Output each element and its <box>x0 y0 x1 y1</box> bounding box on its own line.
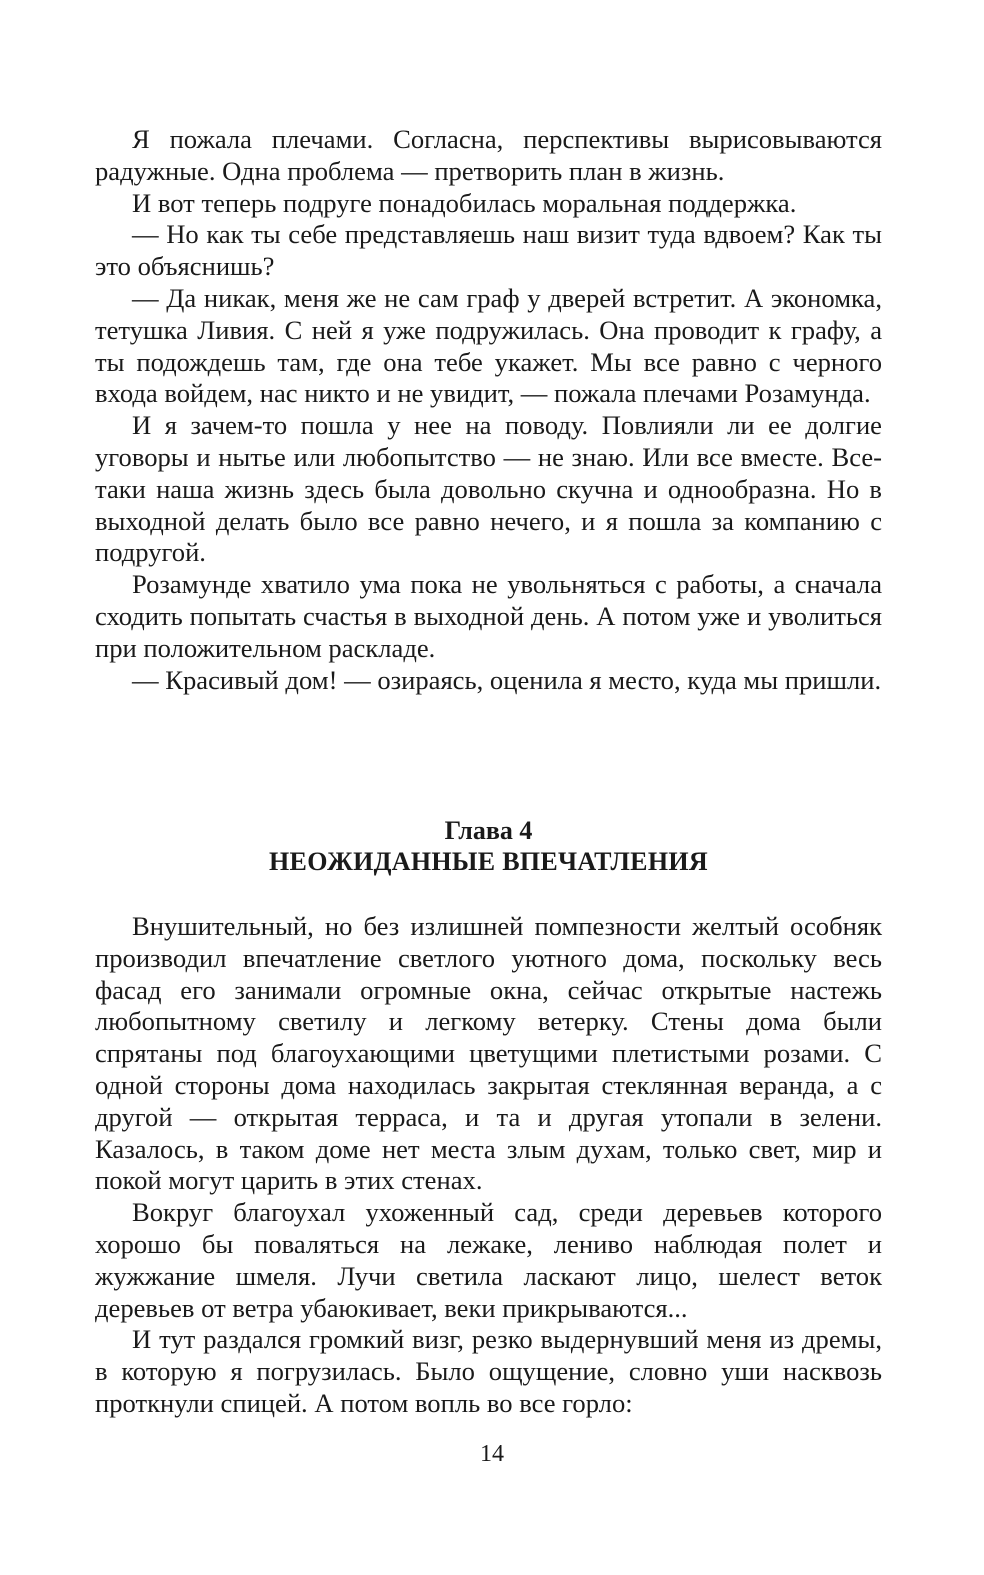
paragraph: И вот теперь подруге понадобилась моральная поддержка. <box>132 187 797 218</box>
paragraph: — Да никак, меня же не сам граф у дверей встретит. А экономка, тетушка Ливия. С ней я уже подружилась. Она проводит к графу, а ты подождешь там, где она тебе укажет. Мы все равно с черного входа войдем, нас никто и не увидит, — пожала плечами Розамунда. <box>95 282 882 409</box>
paragraph: — Красивый дом! — озираясь, оценила я место, куда мы пришли. <box>132 664 882 695</box>
paragraph: Розамунде хватило ума пока не увольняться с работы, а сначала сходить попытать счастья в выходной день. А потом уже и уволиться при положительном раскладе. <box>95 569 882 663</box>
text-block-after-chapter <box>95 911 882 1420</box>
chapter-number: Глава 4 <box>444 816 533 845</box>
chapter-title: НЕОЖИДАННЫЕ ВПЕЧАТЛЕНИЯ <box>269 847 708 876</box>
text-block-before-chapter <box>95 124 882 696</box>
paragraph: И тут раздался громкий визг, резко выдернувший меня из дремы, в которую я погрузилась. Было ощущение, словно уши насквозь проткнули спицей. А потом вопль во все горло: <box>95 1324 882 1418</box>
paragraph: И я зачем-то пошла у нее на поводу. Повлияли ли ее долгие уговоры и нытье или любопытство — не знаю. Или все вместе. Все-таки наша жизнь здесь была довольно скучна и однообразна. Но в выходной делать было все равно нечего, и я пошла за компанию с подругой. <box>95 410 882 568</box>
paragraph: Внушительный, но без излишней помпезности желтый особняк производил впечатление светлого уютного дома, поскольку весь фасад его занимали огромные окна, сейчас открытые настежь любопытному светилу и легкому ветерку. Стены дома были спрятаны под благоухающими цветущими плетистыми розами. С одной стороны дома находилась закрытая стеклянная веранда, а с другой — открытая терраса, и та и другая утопали в зелени. Казалось, в таком доме нет места злым духам, только свет, мир и покой могут царить в этих стенах. <box>95 911 882 1196</box>
paragraph: Я пожала плечами. Согласна, перспективы вырисовываются радужные. Одна проблема — претворить план в жизнь. <box>95 124 882 186</box>
page-number: 14 <box>480 1441 504 1467</box>
paragraph: — Но как ты себе представляешь наш визит туда вдвоем? Как ты это объяснишь? <box>95 219 882 282</box>
paragraph: Вокруг благоухал ухоженный сад, среди деревьев которого хорошо бы поваляться на лежаке, лениво наблюдая полет и жужжание шмеля. Лучи светила ласкают лицо, шелест веток деревьев от ветра убаюкивает, веки прикрываются... <box>95 1197 882 1323</box>
chapter-heading <box>95 815 882 877</box>
